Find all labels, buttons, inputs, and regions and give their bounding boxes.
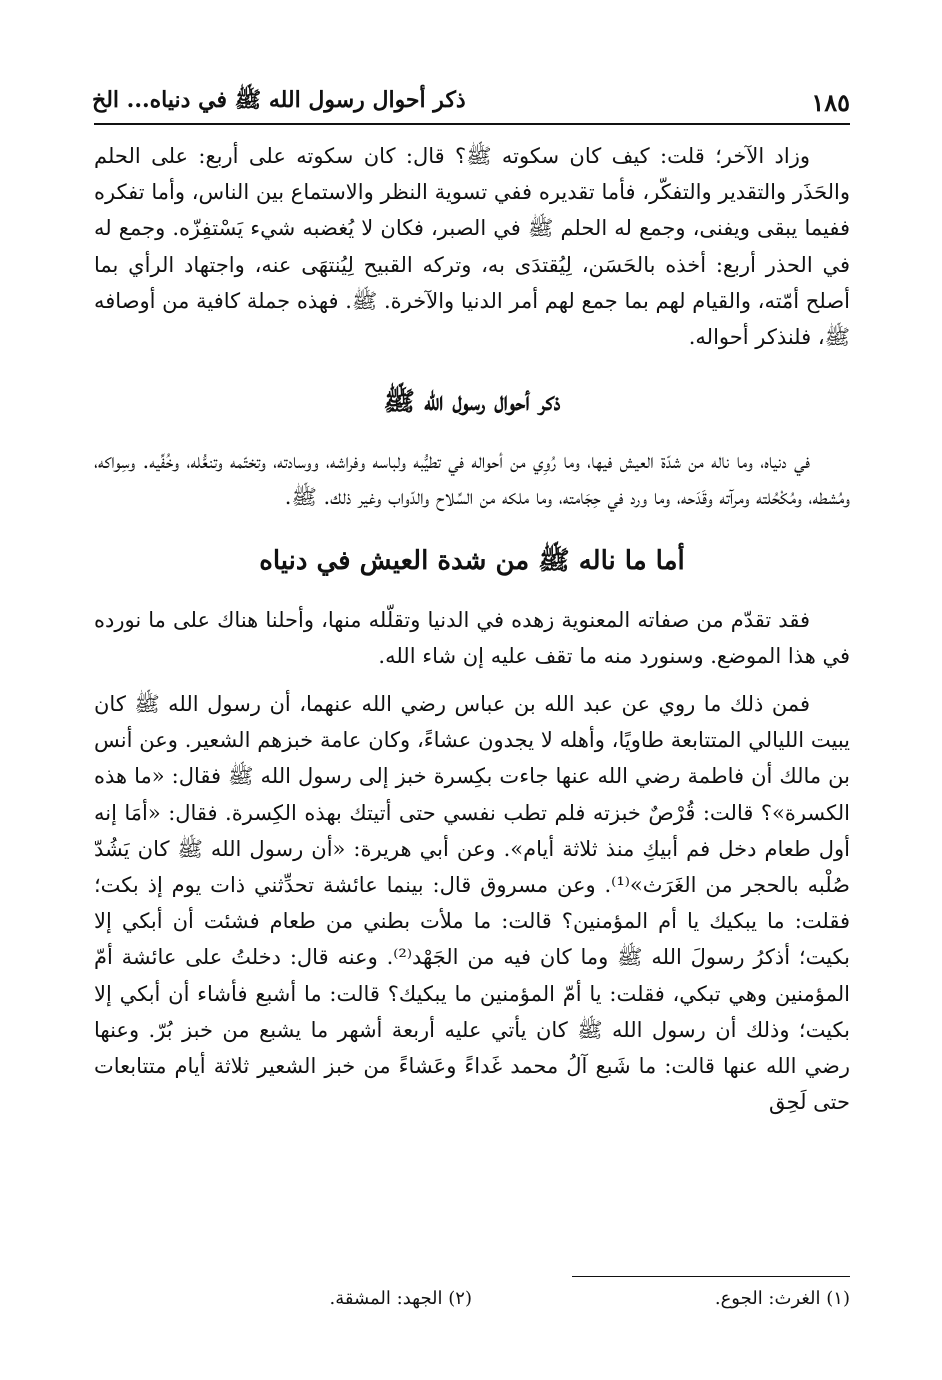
footnote-1: (١) الغرث: الجوع.	[714, 1288, 850, 1309]
footnote-2: (٢) الجهد: المشقة.	[329, 1288, 472, 1309]
paragraph-silence-description: وزاد الآخر؛ قلت: كيف كان سكوته ﷺ؟ قال: كان سكوته على أربع: على الحلم والحَذَر والتقدير والتفكّر، فأما تقديره ففي تسوية النظر والاستماع بين الناس، وأما تفكره ففيما يبقى ويفنى، وجمع له الحلم ﷺ في الصبر، فكان لا يُغضبه شيء يَسْتفِزّه. وجمع له في الحذر أربع: أخذه بالحَسَن، لِيُقتدَى به، وتركه القبيح لِيُنتهَى عنه، واجتهاد الرأي بما أصلح أمّته، والقيام لهم بما جمع لهم أمر الدنيا والآخرة. ﷺ. فهذه جملة كافية من أوصافه ﷺ، فلنذكر أحواله.	[94, 144, 850, 350]
running-header	[92, 82, 850, 122]
header-rule	[94, 123, 850, 125]
section-heading-hardship: أما ما ناله ﷺ من شدة العيش في دنياه	[259, 545, 685, 576]
footnotes	[94, 1288, 850, 1318]
paragraph-narrations: فمن ذلك ما روي عن عبد الله بن عباس رضي الله عنهما، أن رسول الله ﷺ كان يبيت الليالي المتتابعة طاويًا، وأهله لا يجدون عشاءً، وكان عامة خبزهم الشعير. وعن أنس بن مالك أن فاطمة رضي الله عنها جاءت بكِسرة خبز إلى رسول الله ﷺ فقال: «ما هذه الكسرة»؟ قالت: قُرْصٌ خبزته فلم تطب نفسي حتى أتيتك بهذه الكِسرة. فقال: «أمَا إنه أول طعام دخل فم أبيكِ منذ ثلاثة أيام». وعن أبي هريرة: «أن رسول الله ﷺ كان يَشُدّ صُلْبه بالحجر من الغَرَث»⁽¹⁾. وعن مسروق قال: بينما عائشة تحدِّثني ذات يوم إذ بكت؛ فقلت: ما يبكيك يا أم المؤمنين؟ قالت: ما ملأت بطني من طعام فشئت أن أبكي إلا بكيت؛ أذكرُ رسولَ الله ﷺ وما كان فيه من الجَهْد⁽²⁾. وعنه قال: دخلتُ على عائشة أمّ المؤمنين وهي تبكي، فقلت: يا أمّ المؤمنين ما يبكيك؟ قالت: ما أشبع فأشاء أن أبكي إلا بكيت؛ وذلك أن رسول الله ﷺ كان يأتي عليه أربعة أشهر ما يشبع من خبز بُرّ. وعنها رضي الله عنها قالت: ما شَبع آلُ محمد غَداءً وعَشاءً من خبز الشعير ثلاثة أيام متتابعات حتى لَحِق	[94, 692, 851, 1115]
page-number: ١٨٥	[811, 87, 850, 117]
paragraph-section-summary: في دنياه، وما ناله من شدّة العيش فيها، وما رُوِي من أحواله في تطيُّبه ولباسه وفراشه، ووسادته، وتختّمه وتنعُّله، وخُفِّيه. وسِواكه، ومُشطه، ومُكْحُلته ومرآته وقَدَحه، وما ورد في حِجَامته، وما ملكه من السِّلاح والدّواب وغير ذلك. ﷺ.	[94, 449, 850, 510]
section-heading-conditions: ذكر أحوال رسول الله ﷺ	[383, 387, 561, 418]
running-title: ذكر أحوال رسول الله ﷺ في دنياه... الخ	[92, 87, 466, 113]
page-body	[94, 138, 850, 1120]
paragraph-gap	[94, 674, 850, 686]
paragraph-asceticism-intro: فقد تقدّم من صفاته المعنوية زهده في الدنيا وتقلّله منها، وأحلنا هناك على ما نورده في هذا الموضع. وسنورد منه ما تقف عليه إن شاء الله.	[94, 607, 850, 668]
footnote-rule	[572, 1276, 850, 1277]
